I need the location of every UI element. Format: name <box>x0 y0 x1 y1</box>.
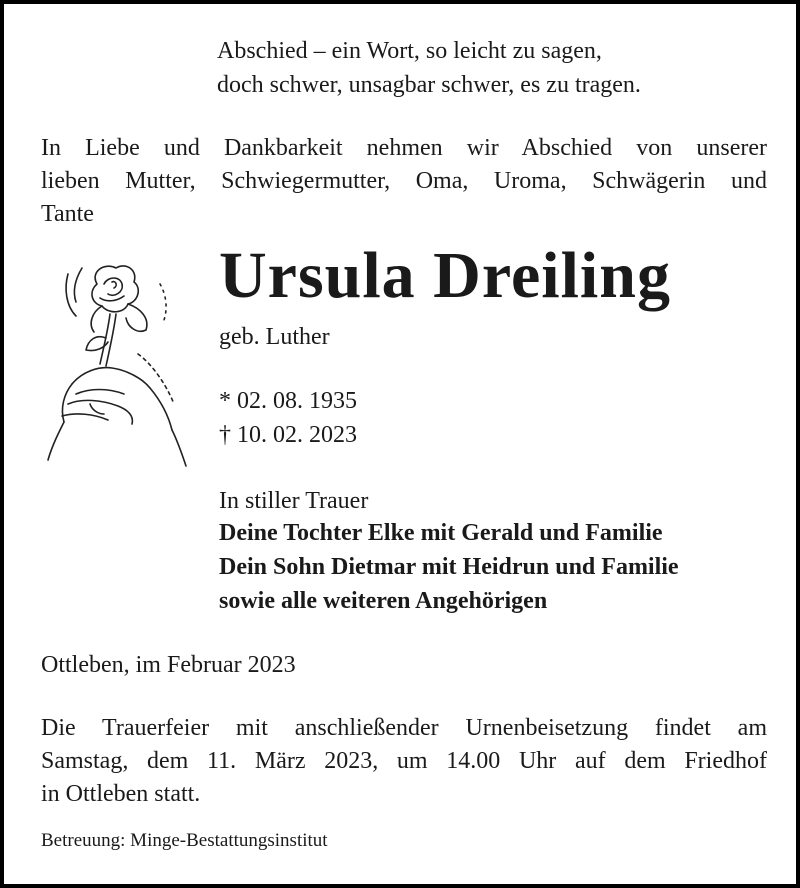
intro-line-1: In Liebe und Dankbarkeit nehmen wir Abschied von unserer <box>41 135 767 161</box>
funeral-director: Betreuung: Minge-Bestattungsinstitut <box>41 830 328 851</box>
funeral-line-3: in Ottleben statt. <box>41 781 201 807</box>
funeral-line-1: Die Trauerfeier mit anschließender Urnenbeisetzung findet am <box>41 715 767 741</box>
place-date: Ottleben, im Februar 2023 <box>41 652 296 678</box>
mourner-line: sowie alle weiteren Angehörigen <box>219 588 548 614</box>
birth-date: * 02. 08. 1935 <box>219 388 357 414</box>
rose-in-hand-drawing <box>42 254 192 469</box>
funeral-line-2: Samstag, dem 11. März 2023, um 14.00 Uhr auf dem Friedhof <box>41 748 767 774</box>
maiden-name: geb. Luther <box>219 324 330 350</box>
intro-line-2: lieben Mutter, Schwiegermutter, Oma, Uroma, Schwägerin und <box>41 168 767 194</box>
mourner-line: Dein Sohn Dietmar mit Heidrun und Familie <box>219 554 679 580</box>
mourner-line: Deine Tochter Elke mit Gerald und Familie <box>219 520 663 546</box>
mourners-heading: In stiller Trauer <box>219 488 369 514</box>
deceased-name: Ursula Dreiling <box>219 239 671 312</box>
intro-paragraph <box>41 132 767 231</box>
death-date: † 10. 02. 2023 <box>219 422 357 448</box>
intro-line-3: Tante <box>41 201 94 227</box>
funeral-paragraph <box>41 712 767 811</box>
verse-line-1: Abschied – ein Wort, so leicht zu sagen, <box>217 38 602 64</box>
verse-line-2: doch schwer, unsagbar schwer, es zu tragen. <box>217 72 641 98</box>
